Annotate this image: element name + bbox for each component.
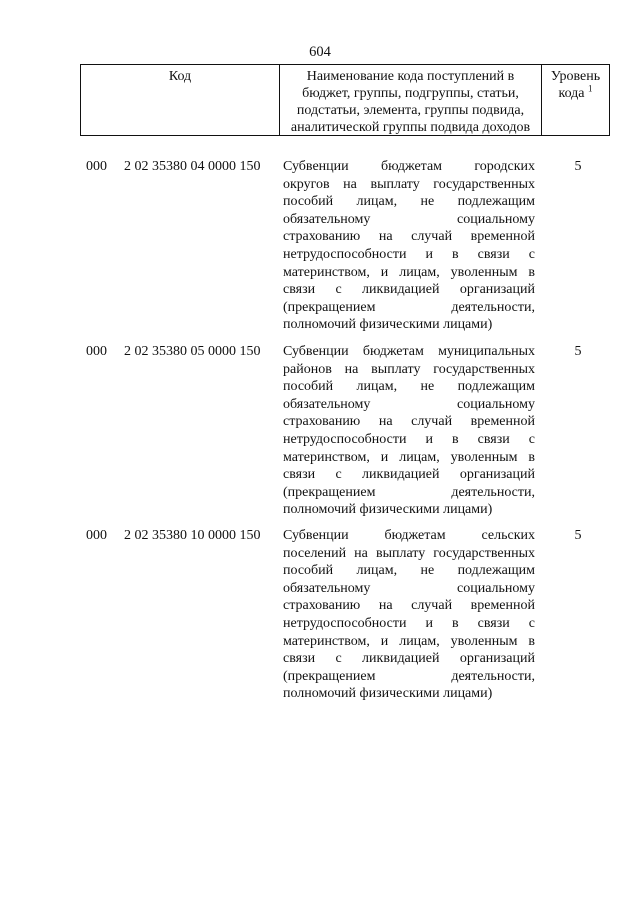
row-name-line: поселений на выплату государственных <box>283 545 535 561</box>
row-name-line: пособий лицам, не подлежащим <box>283 194 535 210</box>
row-name-line: нетрудоспособности и в связи с <box>283 246 535 262</box>
row-level: 5 <box>574 159 582 174</box>
row-name-line: (прекращением деятельности, <box>283 668 535 684</box>
row-name <box>283 527 535 703</box>
row-admin-code: 000 <box>86 159 107 174</box>
row-level: 5 <box>574 528 582 543</box>
row-name-line: (прекращением деятельности, <box>283 484 535 500</box>
header-level-line: Уровень <box>550 69 601 84</box>
row-name-line: районов на выплату государственных <box>283 361 535 377</box>
header-name-line: Наименование кода поступлений в <box>306 69 515 84</box>
row-name-line: нетрудоспособности и в связи с <box>283 431 535 447</box>
row-name-line: обязательному социальному <box>283 396 535 412</box>
row-admin-code: 000 <box>86 344 107 359</box>
row-income-code: 2 02 35380 10 0000 150 <box>124 528 261 543</box>
row-name-line: материнством, и лицам, уволенным в <box>283 264 535 280</box>
row-name-line: Субвенции бюджетам сельских <box>283 528 535 543</box>
row-admin-code: 000 <box>86 528 107 543</box>
header-name-line: бюджет, группы, подгруппы, статьи, <box>302 86 519 101</box>
row-name-line: связи с ликвидацией организаций <box>283 651 535 667</box>
row-name-line: Субвенции бюджетам городских <box>283 159 535 174</box>
row-name-line: (прекращением деятельности, <box>283 299 535 315</box>
row-name-line: округов на выплату государственных <box>283 176 535 192</box>
row-name-line: обязательному социальному <box>283 580 535 596</box>
row-level: 5 <box>574 344 582 359</box>
header-name-line: аналитической группы подвида доходов <box>290 120 531 135</box>
row-income-code: 2 02 35380 05 0000 150 <box>124 344 261 359</box>
row-name-line: страхованию на случай временной <box>283 229 535 245</box>
table-header <box>80 64 610 136</box>
row-name-line: страхованию на случай временной <box>283 414 535 430</box>
row-name-line: пособий лицам, не подлежащим <box>283 563 535 579</box>
row-income-code: 2 02 35380 04 0000 150 <box>124 159 261 174</box>
row-name <box>283 158 535 334</box>
header-name <box>280 65 542 135</box>
row-name-line: Субвенции бюджетам муниципальных <box>283 344 535 359</box>
row-name-line: нетрудоспособности и в связи с <box>283 615 535 631</box>
header-level-line2 <box>542 85 609 102</box>
header-level-kod: кода <box>558 86 585 101</box>
row-name-line: обязательному социальному <box>283 211 535 227</box>
row-name-line: материнством, и лицам, уволенным в <box>283 449 535 465</box>
row-name-line: полномочий физическими лицами) <box>283 317 493 333</box>
footnote-marker: 1 <box>588 83 593 94</box>
row-name <box>283 343 535 519</box>
row-name-line: материнством, и лицам, уволенным в <box>283 633 535 649</box>
row-name-line: полномочий физическими лицами) <box>283 502 493 518</box>
row-name-line: полномочий физическими лицами) <box>283 686 493 702</box>
header-code: Код <box>81 65 280 135</box>
header-name-line: подстатьи, элемента, группы подвида, <box>296 103 525 118</box>
row-name-line: страхованию на случай временной <box>283 598 535 614</box>
row-name-line: связи с ликвидацией организаций <box>283 467 535 483</box>
row-name-line: связи с ликвидацией организаций <box>283 282 535 298</box>
header-level <box>542 65 609 135</box>
page-number: 604 <box>309 44 331 60</box>
row-name-line: пособий лицам, не подлежащим <box>283 379 535 395</box>
